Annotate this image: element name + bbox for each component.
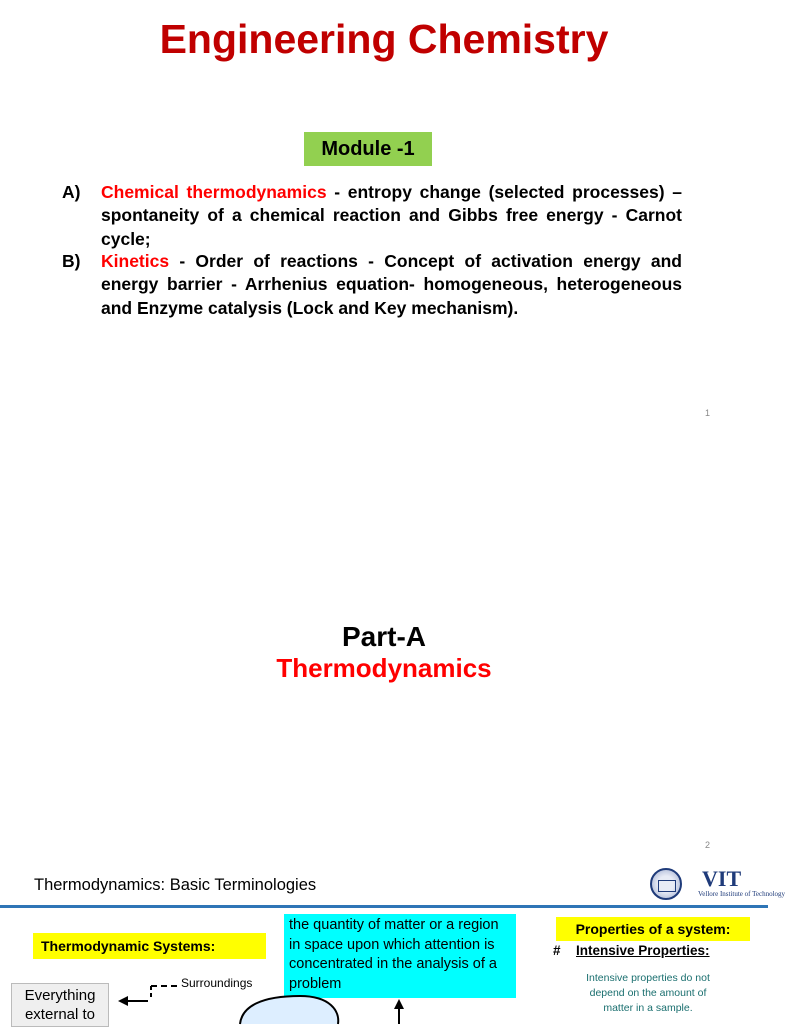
page-number: 2: [704, 840, 710, 850]
properties-label: Properties of a system:: [556, 917, 750, 941]
topic-label: A): [62, 182, 81, 202]
slide-title: Engineering Chemistry: [159, 16, 609, 62]
logo-fullname: Vellore Institute of Technology: [698, 890, 785, 898]
system-definition: the quantity of matter or a region in space upon which attention is concentrated in the analysis of a problem: [284, 914, 516, 998]
systems-label: Thermodynamic Systems:: [33, 933, 266, 959]
system-diagram: [0, 856, 785, 1024]
module-badge: Module -1: [304, 132, 432, 166]
topic-highlight: Chemical thermodynamics: [101, 182, 327, 202]
everything-external-box: Everything external to: [11, 983, 109, 1027]
hash-bullet: #: [553, 943, 561, 958]
definition-arrow-head: [394, 999, 404, 1009]
topic-text: - Order of reactions - Concept of activation energy and energy barrier - Arrhenius equation- homogeneous, heterogeneous and Enzyme catalysis (Lock and Key mechanism).: [101, 251, 682, 318]
part-title: Part-A: [341, 621, 426, 652]
slide-1: [0, 0, 768, 428]
page-number: 1: [704, 408, 710, 418]
topic-a: [62, 181, 682, 251]
surroundings-label: Surroundings: [181, 976, 253, 990]
topic-b: [62, 250, 682, 320]
external-arrow-head: [118, 996, 128, 1006]
intensive-label: Intensive Properties:: [576, 943, 710, 958]
topic-label: B): [62, 251, 81, 271]
slide-title: Thermodynamics: Basic Terminologies: [34, 876, 317, 894]
slide-3: [0, 856, 785, 1024]
logo-name: VIT: [702, 866, 742, 891]
topic-highlight: Kinetics: [101, 251, 170, 271]
intensive-description: Intensive properties do not depend on the amount of matter in a sample.: [586, 972, 710, 1014]
topic-text: - entropy change (selected processes) – spontaneity of a chemical reaction and Gibbs free energy - Carnot cycle;: [101, 182, 682, 249]
system-boundary: [240, 996, 338, 1024]
part-subtitle: Thermodynamics: [276, 653, 492, 683]
slide-2: [0, 428, 768, 856]
